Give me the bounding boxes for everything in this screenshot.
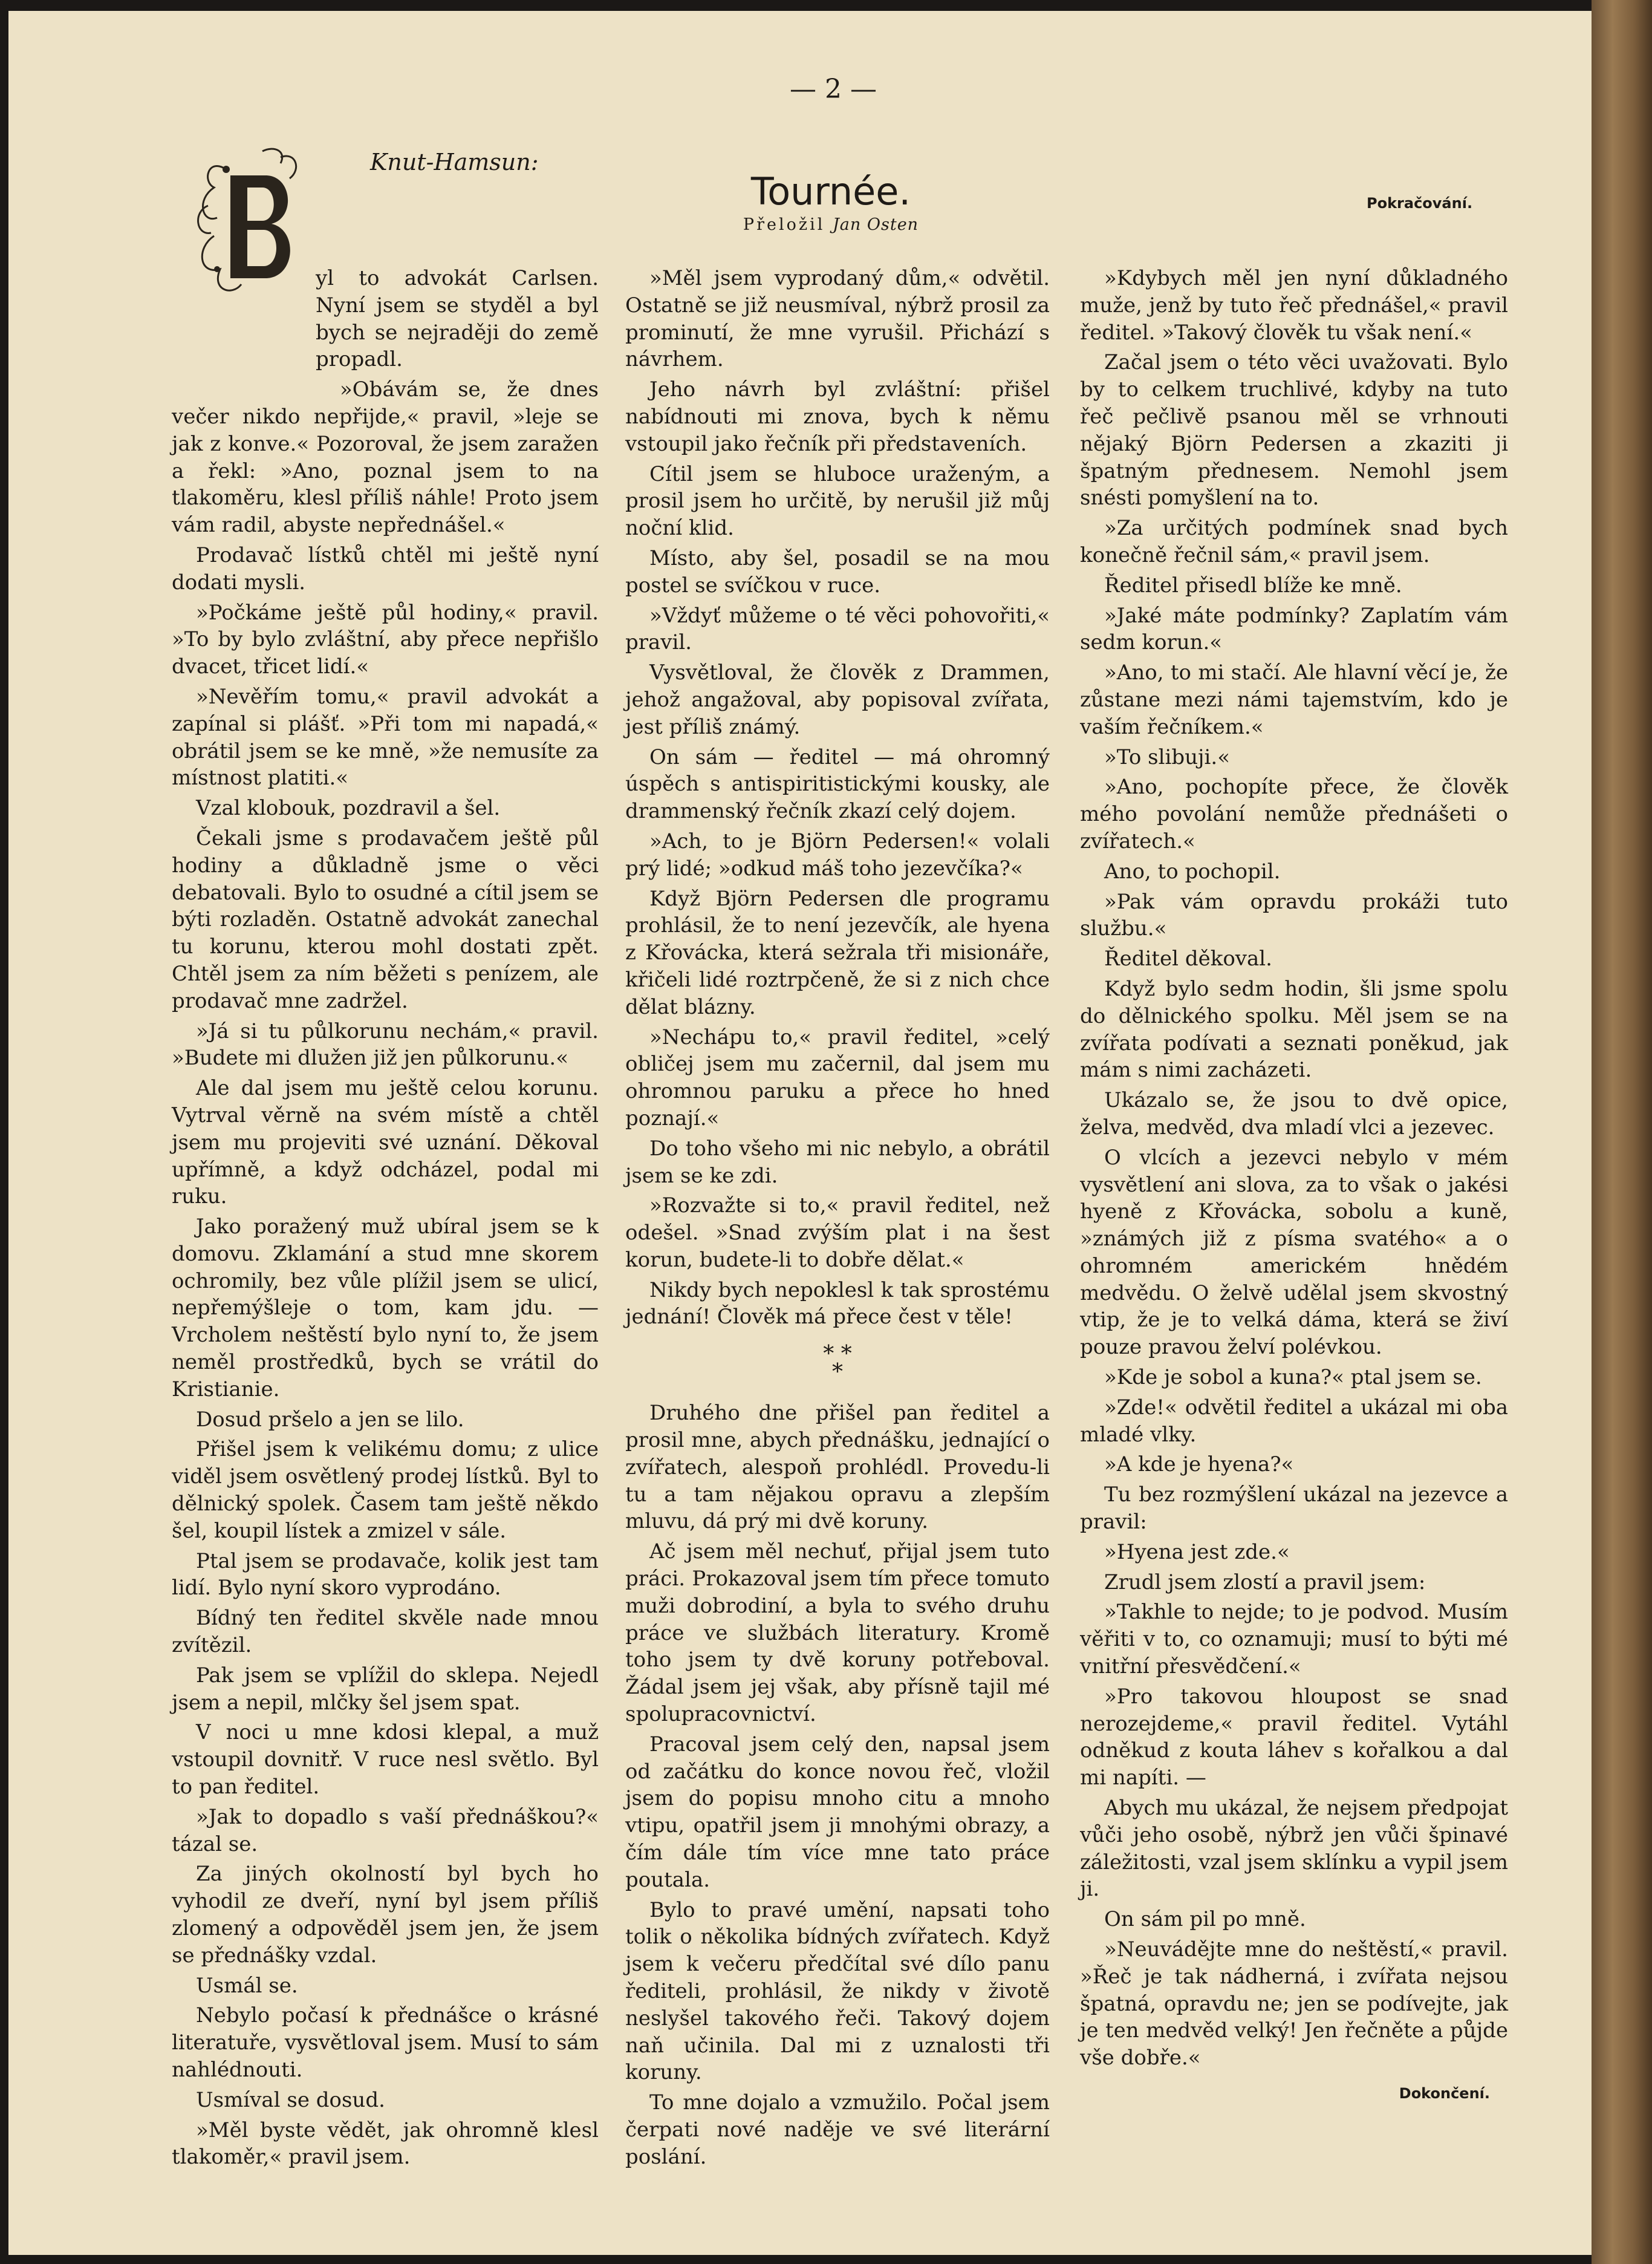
paragraph: »Jaké máte podmínky? Zaplatím vám sedm korun.«: [1080, 603, 1508, 655]
paragraph: »Nevěřím tomu,« pravil advokát a zapínal si plášť. »Při tom mi napadá,« obrátil jsem se ke mně, »že nemusíte za místnost platiti.«: [172, 684, 599, 791]
stars-top: * *: [823, 1342, 852, 1367]
paragraph: »Pak vám opravdu prokáži tuto službu.«: [1080, 889, 1508, 941]
paragraph: Ač jsem měl nechuť, přijal jsem tuto práci. Prokazoval jsem tím přece tomuto muži dobrodiní, a byla to svého druhu práce ve službách literatury. Kromě toho jsem ty dvě koruny potřeboval. Žádal jsem jej však, aby přísně tajil mé spolupracovnictví.: [625, 1539, 1050, 1727]
paragraph: O vlcích a jezevci nebylo v mém vysvětlení ani slova, za to však o jakési hyeně z Křovácka, sobolu a kuně, »známých již z písma svatého« a o ohromném americkém hnědém medvědu. O želvě udělal jsem skvostný vtip, že je to velká dáma, která se živí pouze pravou želví polévkou.: [1080, 1145, 1508, 1360]
paragraph: Když Björn Pedersen dle programu prohlásil, že to není jezevčík, ale hyena z Křovácka, která sežrala tři misionáře, křičeli lidé roztrpčeně, že si z nich chce dělat blázny.: [625, 886, 1050, 1019]
paragraph: Ale dal jsem mu ještě celou korunu. Vytrval věrně na svém místě a chtěl jsem mu projeviti své uznání. Děkoval upřímně, a když odcházel, podal mi ruku.: [172, 1076, 599, 1209]
column-3: [1080, 265, 1508, 2107]
paragraph: Začal jsem o této věci uvažovati. Bylo by to celkem truchlivé, kdyby na tuto řeč pečlivě psanou měl se vrhnouti nějaký Björn Pedersen a zkaziti ji špatným přednesem. Nemohl jsem snésti pomyšlení na to.: [1080, 350, 1508, 511]
paragraph: »Ach, to je Björn Pedersen!« volali prý lidé; »odkud máš toho jezevčíka?«: [625, 829, 1050, 881]
paragraph: »Obávám se, že dnes večer nikdo nepřijde,« pravil, »leje se jak z konve.« Pozoroval, že jsem zaražen a řekl: »Ano, poznal jsem to na tlakoměru, klesl příliš náhle! Proto jsem vám radil, abyste nepřednášel.«: [172, 377, 599, 538]
paragraph: Nebylo počasí k přednášce o krásné literatuře, vysvětloval jsem. Musí to sám nahlédnouti.: [172, 2003, 599, 2082]
column-2: [625, 265, 1050, 2174]
paragraph: »Zde!« odvětil ředitel a ukázal mi oba mladé vlky.: [1080, 1395, 1508, 1447]
paragraph: Pracoval jsem celý den, napsal jsem od začátku do konce novou řeč, vložil jsem do popisu mnoho citu a mnoho vtipu, opatřil jsem ji mnohými obrazy, a čím dále tím více mne tato práce poutala.: [625, 1732, 1050, 1892]
translator-line: [613, 215, 1049, 234]
paragraph: Ředitel přisedl blíže ke mně.: [1104, 573, 1402, 598]
paragraph: V noci u mne kdosi klepal, a muž vstoupil dovnitř. V ruce nesl světlo. Byl to pan ředitel.: [172, 1720, 599, 1799]
translator-prefix: Přeložil: [743, 215, 825, 234]
paragraph: »Já si tu půlkorunu nechám,« pravil. »Budete mi dlužen již jen půlkorunu.«: [172, 1019, 599, 1071]
paragraph: »To slibuji.«: [1104, 745, 1231, 769]
paragraph: »Neuvádějte mne do neštěstí,« pravil. »Řeč je tak nádherná, i zvířata nejsou špatná, opravdu ne; jen se podívejte, jak je ten medvěd velký! Jen řečněte a půjde vše dobře.«: [1080, 1937, 1508, 2070]
page-number: — 2 —: [790, 74, 877, 105]
paragraph: »Nechápu to,« pravil ředitel, »celý obličej jsem mu začernil, dal jsem mu ohromnou paruku a přece ho hned poznají.«: [625, 1025, 1050, 1130]
paragraph: Bylo to pravé umění, napsati toho tolik o několika bídných zvířatech. Když jsem k večeru předčítal své dílo panu řediteli, prohlásil, že nikdy v životě neslyšel takového řeči. Takový dojem naň učinila. Dal mi z uznalosti tři koruny.: [625, 1897, 1050, 2085]
continued-note: Pokračování.: [1367, 195, 1473, 212]
paragraph: »Měl jsem vyprodaný dům,« odvětil. Ostatně se již neusmíval, nýbrž prosil za prominutí, že mne vyrušil. Přichází s návrhem.: [625, 266, 1050, 372]
paragraph: Nikdy bych nepoklesl k tak sprostému jednání! Člověk má přece čest v těle!: [625, 1277, 1050, 1329]
paragraph: »Hyena jest zde.«: [1104, 1539, 1290, 1564]
column-1: [172, 265, 599, 2174]
paragraph: Jako poražený muž ubíral jsem se k domovu. Zklamání a stud mne skorem ochromily, bez vůle plížil jsem se ulicí, nepřemýšleje o tom, kam jdu. — Vrcholem neštěstí bylo nyní to, že jsem neměl prostředků, bych se vrátil do Kristianie.: [172, 1215, 599, 1401]
paragraph: Ředitel děkoval.: [1104, 947, 1272, 971]
paragraph: »Pro takovou hloupost se snad nerozejdeme,« pravil ředitel. Vytáhl odněkud z kouta láhev s kořalkou a dal mi napíti. —: [1080, 1684, 1508, 1790]
paragraph: Cítil jsem se hluboce uraženým, a prosil jsem ho určitě, by nerušil již můj noční klid.: [625, 462, 1050, 541]
paragraph: »Ano, pochopíte přece, že člověk mého povolání nemůže přednášeti o zvířatech.«: [1080, 775, 1508, 853]
paragraph: Jeho návrh byl zvláštní: přišel nabídnouti mi znova, bych k němu vstoupil jako řečník při představeních.: [625, 377, 1050, 456]
book-spine-edge: [1592, 0, 1652, 2264]
paragraph: Do toho všeho mi nic nebylo, a obrátil jsem se ke zdi.: [625, 1136, 1050, 1188]
paragraph: Za jiných okolností byl bych ho vyhodil ze dveří, nyní byl jsem příliš zlomený a odpověděl jsem jen, že jsem se přednášky vzdal.: [172, 1862, 599, 1968]
paragraph: Dosud pršelo a jen se lilo.: [196, 1407, 464, 1432]
paragraph: Usmál se.: [196, 1973, 298, 1998]
paragraph: Druhého dne přišel pan ředitel a prosil mne, abych přednášku, jednající o zvířatech, alespoň prohlédl. Provedu-li tu a tam nějakou opravu a zlepším mluvu, dá prý mi dvě koruny.: [625, 1401, 1050, 1534]
paragraph: To mne dojalo a vzmužilo. Počal jsem čerpati nové naděje ve své literární poslání.: [625, 2090, 1050, 2169]
paragraph: »Počkáme ještě půl hodiny,« pravil. »To by bylo zvláštní, aby přece nepřišlo dvacet, třicet lidí.«: [172, 600, 599, 679]
paragraph: »A kde je hyena?«: [1104, 1452, 1294, 1477]
paragraph: »Měl byste vědět, jak ohromně klesl tlakoměr,« pravil jsem.: [172, 2118, 599, 2170]
paragraph: Ano, to pochopil.: [1104, 859, 1281, 884]
paragraph: Ukázalo se, že jsou to dvě opice, želva, medvěd, dva mladí vlci a jezevec.: [1080, 1088, 1508, 1140]
paragraph: »Jak to dopadlo s vaší přednáškou?« tázal se.: [172, 1804, 599, 1856]
paragraph: Místo, aby šel, posadil se na mou postel se svíčkou v ruce.: [625, 546, 1050, 598]
stars-bottom: *: [832, 1360, 843, 1385]
article-title: Tournée.: [750, 169, 911, 214]
paragraph: »Kde je sobol a kuna?« ptal jsem se.: [1104, 1365, 1482, 1390]
paragraph: »Vždyť můžeme o té věci pohovořiti,« pravil.: [625, 603, 1050, 655]
paragraph: On sám — ředitel — má ohromný úspěch s antispiritistickými kousky, ale drammenský řečník zkazí celý dojem.: [625, 745, 1050, 824]
paragraph: Vzal klobouk, pozdravil a šel.: [196, 796, 501, 821]
paragraph: Ptal jsem se prodavače, kolik jest tam lidí. Bylo nyní skoro vyprodáno.: [172, 1548, 599, 1600]
author-name: Knut-Hamsun:: [370, 149, 539, 175]
paragraph: »Za určitých podmínek snad bych konečně řečnil sám,« pravil jsem.: [1080, 516, 1508, 567]
paragraph: Prodavač lístků chtěl mi ještě nyní dodati mysli.: [172, 543, 599, 595]
paragraph: Čekali jsme s prodavačem ještě půl hodiny a důkladně jsme o věci debatovali. Bylo to osudné a cítil jsem se býti rozladěn. Ostatně advokát zanechal tu korunu, kterou mohl dostati zpět. Chtěl jsem za ním běžeti s penízem, ale prodavač mne zadržel.: [172, 826, 599, 1013]
paragraph: Pak jsem se vplížil do sklepa. Nejedl jsem a nepil, mlčky šel jsem spat.: [172, 1663, 599, 1715]
paragraph: »Rozvažte si to,« pravil ředitel, než odešel. »Snad zvýším plat i na šest korun, budete-li to dobře dělat.«: [625, 1193, 1050, 1272]
paragraph: Zrudl jsem zlostí a pravil jsem:: [1104, 1570, 1426, 1594]
paragraph: Bídný ten ředitel skvěle nade mnou zvítězil.: [172, 1606, 599, 1658]
section-divider-stars: [625, 1342, 1050, 1385]
paragraph: »Takhle to nejde; to je podvod. Musím věřiti v to, co oznamuji; musí to býti mé vnitřní přesvědčení.«: [1080, 1600, 1508, 1679]
paragraph: Když bylo sedm hodin, šli jsme spolu do dělnického spolku. Měl jsem se na zvířata podívati a seznati poněkud, jak mám s nimi zacházeti.: [1080, 976, 1508, 1083]
paragraph: Usmíval se dosud.: [196, 2087, 385, 2112]
paragraph: »Kdybych měl jen nyní důkladného muže, jenž by tuto řeč přednášel,« pravil ředitel. »Takový člověk tu však není.«: [1080, 266, 1508, 345]
to-be-concluded-note: Dokončení.: [1399, 2085, 1490, 2102]
paragraph: On sám pil po mně.: [1104, 1907, 1306, 1932]
paragraph: Vysvětloval, že člověk z Drammen, jehož angažoval, aby popisoval zvířata, jest příliš známý.: [625, 661, 1050, 739]
newspaper-page: [8, 11, 1592, 2255]
paragraph: Přišel jsem k velikému domu; z ulice viděl jsem osvětlený prodej lístků. Byl to dělnický spolek. Časem tam ještě někdo šel, koupil lístek a zmizel v sále.: [172, 1437, 599, 1543]
paragraph: Tu bez rozmýšlení ukázal na jezevce a pravil:: [1080, 1483, 1508, 1535]
paragraph: »Ano, to mi stačí. Ale hlavní věcí je, že zůstane mezi námi tajemstvím, kdo je vaším řečníkem.«: [1080, 661, 1508, 739]
translator-name: Jan Osten: [832, 215, 919, 234]
paragraph: Abych mu ukázal, že nejsem předpojat vůči jeho osobě, nýbrž jen vůči špinavé záležitosti, vzal jsem sklínku a vypil jsem ji.: [1080, 1796, 1508, 1902]
paragraph: yl to advokát Carlsen. Nyní jsem se styděl a byl bych se nejraději do země propadl.: [316, 266, 599, 372]
